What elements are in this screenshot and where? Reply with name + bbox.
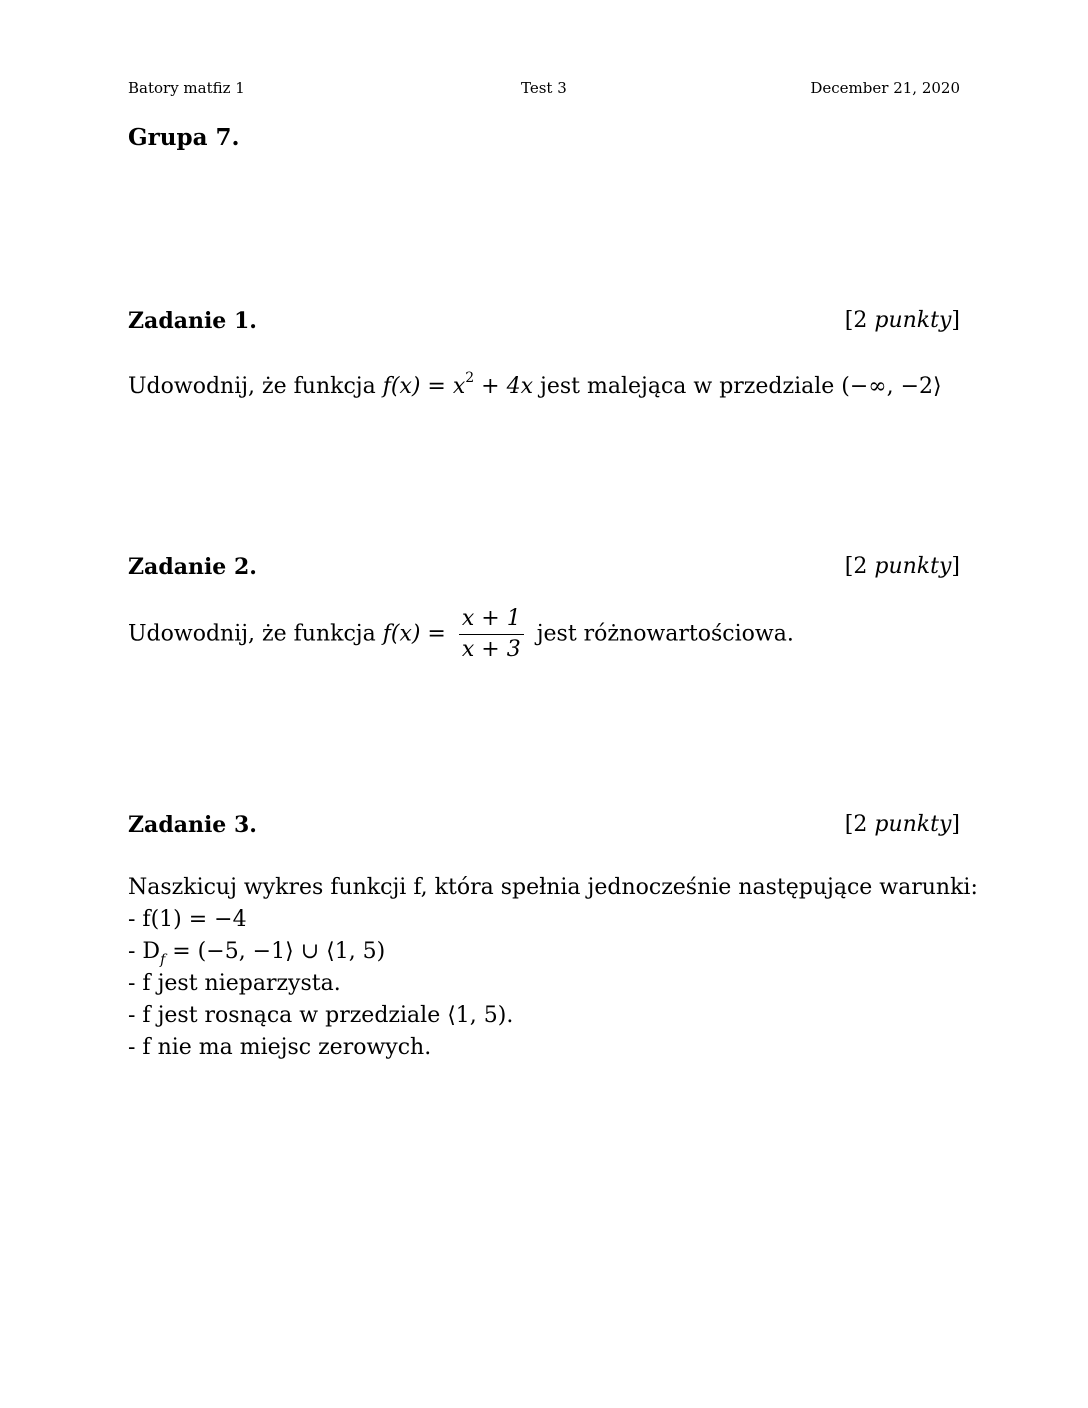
task-2-fraction xyxy=(459,604,524,665)
task-3-intro: Naszkicuj wykres funkcji f, która spełnia jednocześnie następujące warunki: xyxy=(128,875,978,900)
task-3-points: [2 punkty] xyxy=(844,812,960,837)
task-3-title: Zadanie 3. xyxy=(128,812,257,838)
task-2-points: [2 punkty] xyxy=(844,554,960,579)
task-2-title: Zadanie 2. xyxy=(128,554,257,580)
fraction-numerator: x + 1 xyxy=(459,604,524,635)
header-date: December 21, 2020 xyxy=(810,79,960,97)
task-1-statement: Udowodnij, że funkcja $f(x) = x^2 + 4x$ jest malejąca w przedziale (−∞, −2⟩ xyxy=(128,370,942,399)
fraction-denominator: x + 3 xyxy=(461,637,521,662)
condition-no-zeros: - f nie ma miejsc zerowych. xyxy=(128,1035,432,1060)
condition-odd: - f jest nieparzysta. xyxy=(128,971,341,996)
group-title: Grupa 7. xyxy=(128,124,240,151)
task-1-points: [2 punkty] xyxy=(844,308,960,333)
condition-domain: - $D_f = (-5$, −1⟩ ∪ ⟨1, 5) xyxy=(128,939,386,968)
task-2-statement: Udowodnij, że funkcja f(x) = $\frac{x + 1}{x + 3}$ jest różnowartościowa. xyxy=(128,604,794,665)
condition-value: - f(1) = −4 xyxy=(128,907,247,932)
task-1-title: Zadanie 1. xyxy=(128,308,257,334)
header-course: Batory matfiz 1 xyxy=(128,79,245,97)
task-1-formula: $f(x) = x^2 + 4x$ xyxy=(382,370,534,399)
task-2-formula-lhs: f(x) = xyxy=(382,621,446,647)
header-test: Test 3 xyxy=(521,79,567,97)
condition-increasing: - f jest rosnąca w przedziale ⟨1, 5). xyxy=(128,1003,514,1028)
